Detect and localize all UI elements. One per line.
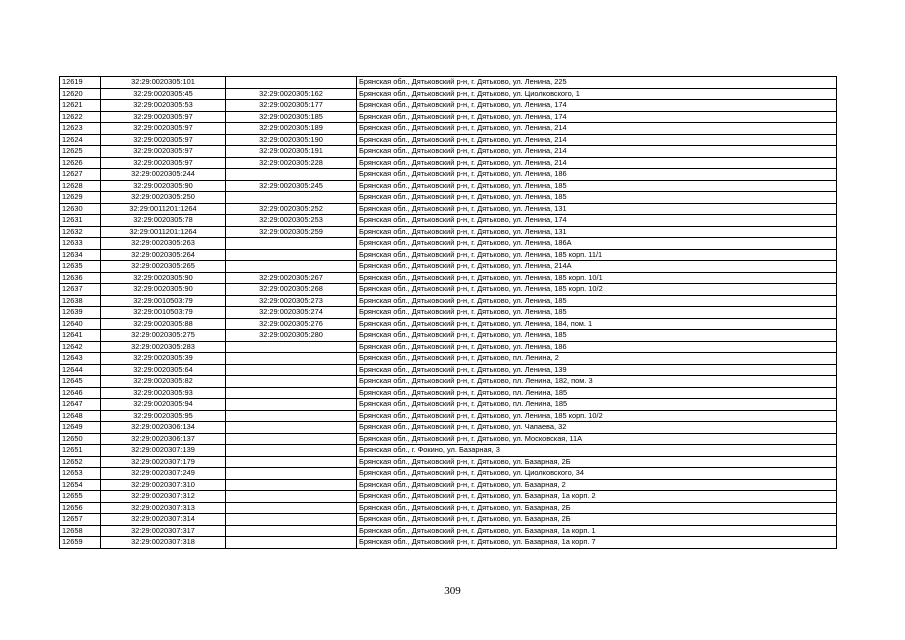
row-number-cell: 12649	[60, 422, 101, 434]
address-cell: Брянская обл., Дятьковский р-н, г. Дятьково, ул. Ленина, 185	[357, 192, 837, 204]
parent-cadastral-number-cell	[226, 261, 357, 273]
address-cell: Брянская обл., Дятьковский р-н, г. Дятьково, ул. Ленина, 139	[357, 364, 837, 376]
cadastral-number-cell: 32:29:0020305:95	[101, 410, 226, 422]
cadastral-number-cell: 32:29:0020307:310	[101, 479, 226, 491]
table-row	[60, 387, 837, 399]
parent-cadastral-number-cell	[226, 456, 357, 468]
table-row	[60, 502, 837, 514]
registry-table	[59, 76, 837, 549]
table-row	[60, 169, 837, 181]
cadastral-number-cell: 32:29:0020305:39	[101, 353, 226, 365]
address-cell: Брянская обл., Дятьковский р-н, г. Дятьково, ул. Базарная, 1а корп. 2	[357, 491, 837, 503]
address-cell: Брянская обл., Дятьковский р-н, г. Дятьково, ул. Ленина, 214	[357, 146, 837, 158]
cadastral-number-cell: 32:29:0020305:93	[101, 387, 226, 399]
address-cell: Брянская обл., Дятьковский р-н, г. Дятьково, ул. Ленина, 185	[357, 330, 837, 342]
table-row	[60, 238, 837, 250]
parent-cadastral-number-cell: 32:29:0020305:268	[226, 284, 357, 296]
address-cell: Брянская обл., Дятьковский р-н, г. Дятьково, ул. Базарная, 1а корп. 1	[357, 525, 837, 537]
row-number-cell: 12619	[60, 77, 101, 89]
cadastral-number-cell: 32:29:0020305:53	[101, 100, 226, 112]
parent-cadastral-number-cell	[226, 399, 357, 411]
parent-cadastral-number-cell	[226, 410, 357, 422]
cadastral-number-cell: 32:29:0011201:1264	[101, 226, 226, 238]
cadastral-number-cell: 32:29:0020305:264	[101, 249, 226, 261]
address-cell: Брянская обл., Дятьковский р-н, г. Дятьково, ул. Ленина, 185	[357, 307, 837, 319]
cadastral-number-cell: 32:29:0020305:82	[101, 376, 226, 388]
row-number-cell: 12627	[60, 169, 101, 181]
table-row	[60, 192, 837, 204]
address-cell: Брянская обл., Дятьковский р-н, г. Дятьково, ул. Ленина, 185	[357, 295, 837, 307]
parent-cadastral-number-cell: 32:29:0020305:280	[226, 330, 357, 342]
row-number-cell: 12640	[60, 318, 101, 330]
table-row	[60, 307, 837, 319]
cadastral-number-cell: 32:29:0020307:139	[101, 445, 226, 457]
row-number-cell: 12634	[60, 249, 101, 261]
cadastral-number-cell: 32:29:0010503:79	[101, 307, 226, 319]
parent-cadastral-number-cell	[226, 433, 357, 445]
table-row	[60, 249, 837, 261]
row-number-cell: 12650	[60, 433, 101, 445]
address-cell: Брянская обл., Дятьковский р-н, г. Дятьково, пл. Ленина, 185	[357, 387, 837, 399]
cadastral-number-cell: 32:29:0020305:265	[101, 261, 226, 273]
address-cell: Брянская обл., Дятьковский р-н, г. Дятьково, ул. Ленина, 186	[357, 341, 837, 353]
address-cell: Брянская обл., Дятьковский р-н, г. Дятьково, ул. Базарная, 2Б	[357, 502, 837, 514]
parent-cadastral-number-cell	[226, 249, 357, 261]
table-row	[60, 537, 837, 549]
address-cell: Брянская обл., Дятьковский р-н, г. Дятьково, ул. Ленина, 185 корп. 10/1	[357, 272, 837, 284]
address-cell: Брянская обл., Дятьковский р-н, г. Дятьково, пл. Ленина, 185	[357, 399, 837, 411]
row-number-cell: 12645	[60, 376, 101, 388]
parent-cadastral-number-cell	[226, 364, 357, 376]
address-cell: Брянская обл., Дятьковский р-н, г. Дятьково, ул. Ленина, 185 корп. 10/2	[357, 410, 837, 422]
address-cell: Брянская обл., Дятьковский р-н, г. Дятьково, ул. Базарная, 2Б	[357, 456, 837, 468]
table-row	[60, 491, 837, 503]
address-cell: Брянская обл., г. Фокино, ул. Базарная, 3	[357, 445, 837, 457]
table-row	[60, 180, 837, 192]
parent-cadastral-number-cell	[226, 479, 357, 491]
row-number-cell: 12655	[60, 491, 101, 503]
row-number-cell: 12621	[60, 100, 101, 112]
parent-cadastral-number-cell	[226, 353, 357, 365]
table-row	[60, 295, 837, 307]
parent-cadastral-number-cell: 32:29:0020305:189	[226, 123, 357, 135]
table-row	[60, 111, 837, 123]
cadastral-number-cell: 32:29:0020307:313	[101, 502, 226, 514]
parent-cadastral-number-cell: 32:29:0020305:190	[226, 134, 357, 146]
parent-cadastral-number-cell: 32:29:0020305:276	[226, 318, 357, 330]
cadastral-number-cell: 32:29:0020305:250	[101, 192, 226, 204]
row-number-cell: 12629	[60, 192, 101, 204]
cadastral-number-cell: 32:29:0020305:244	[101, 169, 226, 181]
table-row	[60, 479, 837, 491]
parent-cadastral-number-cell	[226, 537, 357, 549]
address-cell: Брянская обл., Дятьковский р-н, г. Дятьково, пл. Ленина, 182, пом. 3	[357, 376, 837, 388]
address-cell: Брянская обл., Дятьковский р-н, г. Дятьково, ул. Ленина, 185 корп. 11/1	[357, 249, 837, 261]
cadastral-number-cell: 32:29:0020305:88	[101, 318, 226, 330]
row-number-cell: 12623	[60, 123, 101, 135]
cadastral-number-cell: 32:29:0020305:90	[101, 284, 226, 296]
parent-cadastral-number-cell	[226, 468, 357, 480]
parent-cadastral-number-cell	[226, 502, 357, 514]
address-cell: Брянская обл., Дятьковский р-н, г. Дятьково, ул. Ленина, 185	[357, 180, 837, 192]
cadastral-number-cell: 32:29:0020305:90	[101, 272, 226, 284]
parent-cadastral-number-cell: 32:29:0020305:162	[226, 88, 357, 100]
table-row	[60, 364, 837, 376]
row-number-cell: 12648	[60, 410, 101, 422]
cadastral-number-cell: 32:29:0020307:249	[101, 468, 226, 480]
parent-cadastral-number-cell: 32:29:0020305:177	[226, 100, 357, 112]
table-row	[60, 203, 837, 215]
address-cell: Брянская обл., Дятьковский р-н, г. Дятьково, ул. Ленина, 184, пом. 1	[357, 318, 837, 330]
cadastral-number-cell: 32:29:0020307:318	[101, 537, 226, 549]
cadastral-number-cell: 32:29:0020305:97	[101, 134, 226, 146]
cadastral-number-cell: 32:29:0020306:134	[101, 422, 226, 434]
row-number-cell: 12637	[60, 284, 101, 296]
table-row	[60, 376, 837, 388]
row-number-cell: 12626	[60, 157, 101, 169]
address-cell: Брянская обл., Дятьковский р-н, г. Дятьково, ул. Базарная, 1а корп. 7	[357, 537, 837, 549]
address-cell: Брянская обл., Дятьковский р-н, г. Дятьково, пл. Ленина, 2	[357, 353, 837, 365]
row-number-cell: 12646	[60, 387, 101, 399]
table-row	[60, 399, 837, 411]
row-number-cell: 12651	[60, 445, 101, 457]
cadastral-number-cell: 32:29:0020307:179	[101, 456, 226, 468]
row-number-cell: 12653	[60, 468, 101, 480]
row-number-cell: 12624	[60, 134, 101, 146]
parent-cadastral-number-cell: 32:29:0020305:252	[226, 203, 357, 215]
row-number-cell: 12654	[60, 479, 101, 491]
row-number-cell: 12622	[60, 111, 101, 123]
parent-cadastral-number-cell: 32:29:0020305:259	[226, 226, 357, 238]
address-cell: Брянская обл., Дятьковский р-н, г. Дятьково, ул. Ленина, 174	[357, 100, 837, 112]
row-number-cell: 12658	[60, 525, 101, 537]
table-row	[60, 353, 837, 365]
parent-cadastral-number-cell	[226, 491, 357, 503]
table-row	[60, 261, 837, 273]
table-row	[60, 433, 837, 445]
parent-cadastral-number-cell	[226, 169, 357, 181]
parent-cadastral-number-cell	[226, 387, 357, 399]
cadastral-number-cell: 32:29:0020306:137	[101, 433, 226, 445]
address-cell: Брянская обл., Дятьковский р-н, г. Дятьково, ул. Ленина, 131	[357, 203, 837, 215]
parent-cadastral-number-cell: 32:29:0020305:274	[226, 307, 357, 319]
row-number-cell: 12636	[60, 272, 101, 284]
row-number-cell: 12625	[60, 146, 101, 158]
table-row	[60, 410, 837, 422]
cadastral-number-cell: 32:29:0020305:78	[101, 215, 226, 227]
parent-cadastral-number-cell	[226, 341, 357, 353]
row-number-cell: 12642	[60, 341, 101, 353]
cadastral-number-cell: 32:29:0011201:1264	[101, 203, 226, 215]
parent-cadastral-number-cell: 32:29:0020305:191	[226, 146, 357, 158]
cadastral-number-cell: 32:29:0020305:101	[101, 77, 226, 89]
address-cell: Брянская обл., Дятьковский р-н, г. Дятьково, ул. Ленина, 174	[357, 215, 837, 227]
row-number-cell: 12657	[60, 514, 101, 526]
table-row	[60, 123, 837, 135]
parent-cadastral-number-cell: 32:29:0020305:185	[226, 111, 357, 123]
row-number-cell: 12656	[60, 502, 101, 514]
address-cell: Брянская обл., Дятьковский р-н, г. Дятьково, ул. Ленина, 185 корп. 10/2	[357, 284, 837, 296]
address-cell: Брянская обл., Дятьковский р-н, г. Дятьково, ул. Циолковского, 34	[357, 468, 837, 480]
row-number-cell: 12635	[60, 261, 101, 273]
cadastral-number-cell: 32:29:0020305:97	[101, 111, 226, 123]
address-cell: Брянская обл., Дятьковский р-н, г. Дятьково, ул. Ленина, 174	[357, 111, 837, 123]
row-number-cell: 12639	[60, 307, 101, 319]
table-row	[60, 525, 837, 537]
parent-cadastral-number-cell	[226, 422, 357, 434]
cadastral-number-cell: 32:29:0020305:283	[101, 341, 226, 353]
parent-cadastral-number-cell: 32:29:0020305:228	[226, 157, 357, 169]
row-number-cell: 12633	[60, 238, 101, 250]
address-cell: Брянская обл., Дятьковский р-н, г. Дятьково, ул. Базарная, 2	[357, 479, 837, 491]
address-cell: Брянская обл., Дятьковский р-н, г. Дятьково, ул. Ленина, 186А	[357, 238, 837, 250]
cadastral-number-cell: 32:29:0010503:79	[101, 295, 226, 307]
table-row	[60, 422, 837, 434]
table-row	[60, 77, 837, 89]
row-number-cell: 12659	[60, 537, 101, 549]
address-cell: Брянская обл., Дятьковский р-н, г. Дятьково, ул. Ленина, 214	[357, 123, 837, 135]
parent-cadastral-number-cell: 32:29:0020305:267	[226, 272, 357, 284]
cadastral-number-cell: 32:29:0020305:263	[101, 238, 226, 250]
cadastral-number-cell: 32:29:0020305:64	[101, 364, 226, 376]
address-cell: Брянская обл., Дятьковский р-н, г. Дятьково, ул. Ленина, 186	[357, 169, 837, 181]
table-row	[60, 226, 837, 238]
row-number-cell: 12644	[60, 364, 101, 376]
table-row	[60, 215, 837, 227]
row-number-cell: 12647	[60, 399, 101, 411]
row-number-cell: 12652	[60, 456, 101, 468]
address-cell: Брянская обл., Дятьковский р-н, г. Дятьково, ул. Московская, 11А	[357, 433, 837, 445]
parent-cadastral-number-cell	[226, 514, 357, 526]
address-cell: Брянская обл., Дятьковский р-н, г. Дятьково, ул. Ленина, 214	[357, 157, 837, 169]
parent-cadastral-number-cell	[226, 376, 357, 388]
table-row	[60, 100, 837, 112]
table-row	[60, 146, 837, 158]
address-cell: Брянская обл., Дятьковский р-н, г. Дятьково, ул. Ленина, 214А	[357, 261, 837, 273]
address-cell: Брянская обл., Дятьковский р-н, г. Дятьково, ул. Ленина, 225	[357, 77, 837, 89]
cadastral-number-cell: 32:29:0020305:97	[101, 123, 226, 135]
parent-cadastral-number-cell	[226, 445, 357, 457]
registry-table-body	[60, 77, 837, 549]
cadastral-number-cell: 32:29:0020305:45	[101, 88, 226, 100]
cadastral-number-cell: 32:29:0020305:97	[101, 157, 226, 169]
cadastral-number-cell: 32:29:0020305:94	[101, 399, 226, 411]
table-row	[60, 157, 837, 169]
address-cell: Брянская обл., Дятьковский р-н, г. Дятьково, ул. Ленина, 214	[357, 134, 837, 146]
address-cell: Брянская обл., Дятьковский р-н, г. Дятьково, ул. Базарная, 2Б	[357, 514, 837, 526]
parent-cadastral-number-cell	[226, 238, 357, 250]
row-number-cell: 12643	[60, 353, 101, 365]
row-number-cell: 12638	[60, 295, 101, 307]
table-row	[60, 272, 837, 284]
row-number-cell: 12620	[60, 88, 101, 100]
address-cell: Брянская обл., Дятьковский р-н, г. Дятьково, ул. Ленина, 131	[357, 226, 837, 238]
table-row	[60, 318, 837, 330]
row-number-cell: 12632	[60, 226, 101, 238]
row-number-cell: 12631	[60, 215, 101, 227]
table-row	[60, 284, 837, 296]
table-row	[60, 468, 837, 480]
cadastral-number-cell: 32:29:0020307:317	[101, 525, 226, 537]
table-row	[60, 134, 837, 146]
cadastral-number-cell: 32:29:0020305:275	[101, 330, 226, 342]
parent-cadastral-number-cell: 32:29:0020305:245	[226, 180, 357, 192]
cadastral-number-cell: 32:29:0020305:90	[101, 180, 226, 192]
row-number-cell: 12630	[60, 203, 101, 215]
parent-cadastral-number-cell: 32:29:0020305:273	[226, 295, 357, 307]
table-row	[60, 445, 837, 457]
parent-cadastral-number-cell	[226, 77, 357, 89]
parent-cadastral-number-cell	[226, 192, 357, 204]
cadastral-number-cell: 32:29:0020305:97	[101, 146, 226, 158]
table-row	[60, 88, 837, 100]
parent-cadastral-number-cell	[226, 525, 357, 537]
table-row	[60, 514, 837, 526]
cadastral-number-cell: 32:29:0020307:314	[101, 514, 226, 526]
row-number-cell: 12641	[60, 330, 101, 342]
cadastral-number-cell: 32:29:0020307:312	[101, 491, 226, 503]
table-row	[60, 456, 837, 468]
row-number-cell: 12628	[60, 180, 101, 192]
address-cell: Брянская обл., Дятьковский р-н, г. Дятьково, ул. Чапаева, 32	[357, 422, 837, 434]
table-row	[60, 330, 837, 342]
table-row	[60, 341, 837, 353]
parent-cadastral-number-cell: 32:29:0020305:253	[226, 215, 357, 227]
page-number: 309	[444, 585, 461, 597]
address-cell: Брянская обл., Дятьковский р-н, г. Дятьково, ул. Циолковского, 1	[357, 88, 837, 100]
